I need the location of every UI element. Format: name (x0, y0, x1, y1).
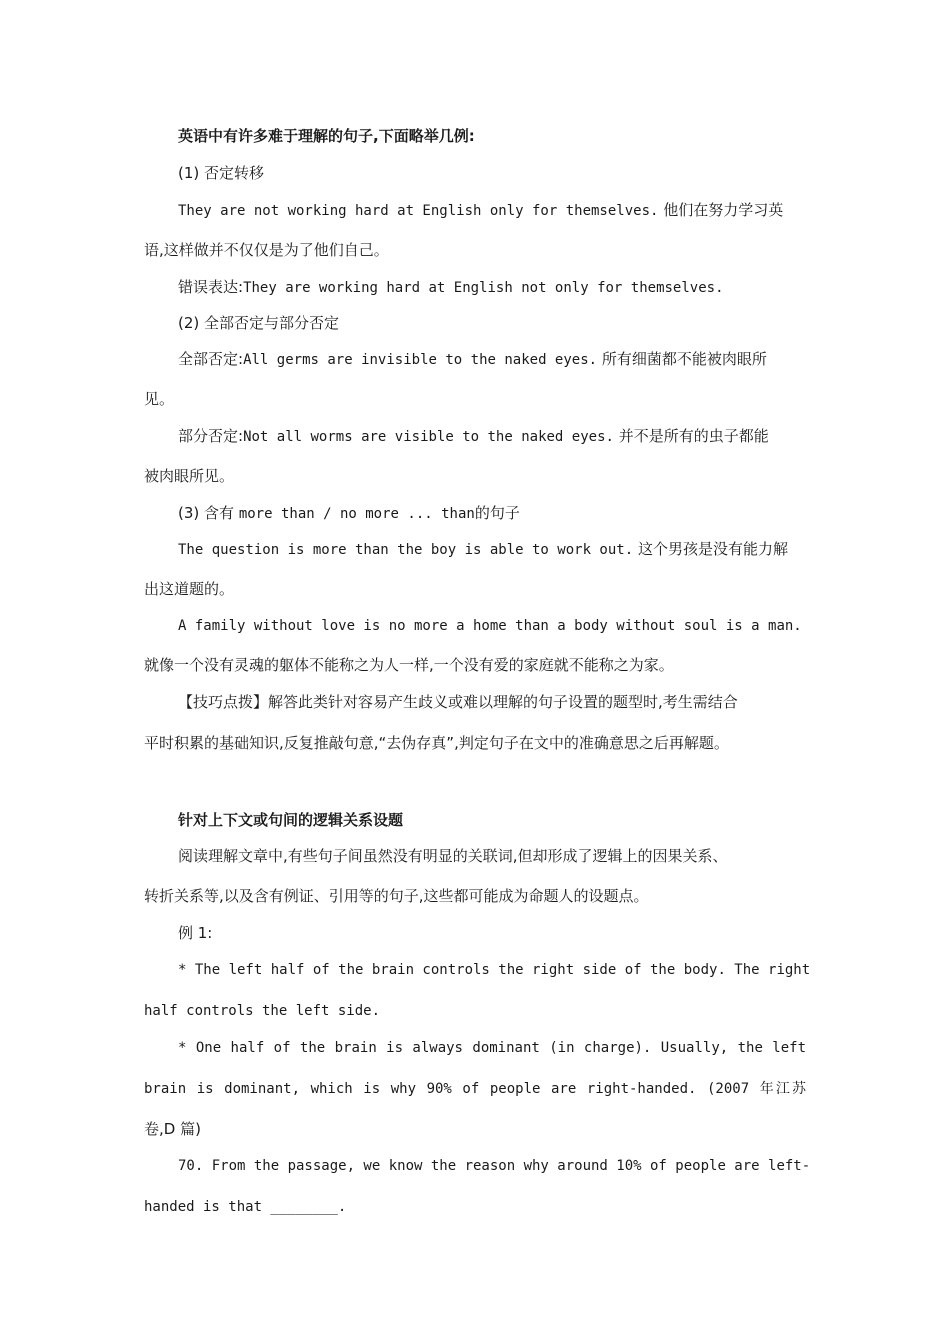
tip-line2: 平时积累的基础知识,反复推敲句意,“去伪存真”,判定句子在文中的准确意思之后再解题。 (144, 734, 729, 752)
item1-wrong-english: They are working hard at English not only for themselves. (243, 280, 724, 296)
item3-example1-chinese-part1: 这个男孩是没有能力解 (637, 540, 788, 558)
example-sentence2-line1: * One half of the brain is always dominant (in charge). Usually, the left (178, 1040, 806, 1056)
item1-title: (1) 否定转移 (178, 164, 265, 182)
item1-example-english: They are not working hard at English only for themselves. (178, 203, 659, 219)
logic-paragraph-line2: 转折关系等,以及含有例证、引用等的句子,这些都可能成为命题人的设题点。 (144, 887, 649, 905)
item2-partial-chinese-part1: 并不是所有的虫子都能 (618, 427, 769, 445)
item1-example-chinese-part1: 他们在努力学习英 (663, 201, 784, 219)
item2-full-label: 全部否定: (178, 350, 244, 368)
example-sentence2-line3: 卷,D 篇) (144, 1120, 201, 1138)
item2-full-chinese-part1: 所有细菌都不能被肉眼所 (601, 350, 767, 368)
example-label: 例 1: (178, 924, 213, 942)
item1-wrong-label: 错误表达: (178, 278, 244, 296)
item3-title-suffix: 的句子 (474, 504, 520, 522)
item2-partial-line (178, 426, 769, 447)
item3-title-prefix: (3) 含有 (178, 504, 235, 522)
item3-example2-chinese: 就像一个没有灵魂的躯体不能称之为人一样,一个没有爱的家庭就不能称之为家。 (144, 656, 674, 674)
example-sentence2-line2: brain is dominant, which is why 90% of people are right-handed. (2007 年江苏 (144, 1081, 806, 1097)
example-sentence1-line2: half controls the left side. (144, 1003, 381, 1019)
item3-example1-english: The question is more than the boy is able to work out. (178, 542, 634, 558)
section-heading-logic: 针对上下文或句间的逻辑关系设题 (178, 811, 404, 829)
example-sentence1-line1: * The left half of the brain controls the right side of the body. The right (178, 962, 811, 978)
item2-partial-english: Not all worms are visible to the naked eyes. (243, 429, 614, 445)
tip-line1: 【技巧点拨】解答此类针对容易产生歧义或难以理解的句子设置的题型时,考生需结合 (178, 693, 738, 711)
logic-paragraph-line1: 阅读理解文章中,有些句子间虽然没有明显的关联词,但却形成了逻辑上的因果关系、 (178, 847, 728, 865)
item3-example1-line (178, 539, 788, 560)
item1-wrong-line (178, 277, 724, 298)
item2-full-chinese-part2: 见。 (144, 390, 175, 408)
item3-title-english: more than / no more ... than (238, 506, 475, 522)
item1-example-chinese-part2: 语,这样做并不仅仅是为了他们自己。 (144, 241, 389, 259)
section-heading-difficult-sentences: 英语中有许多难于理解的句子,下面略举几例: (178, 127, 475, 145)
question70-line1: 70. From the passage, we know the reason why around 10% of people are left- (178, 1158, 811, 1174)
item2-partial-chinese-part2: 被肉眼所见。 (144, 467, 235, 485)
item3-example1-chinese-part2: 出这道题的。 (144, 580, 235, 598)
question70-line2: handed is that ________. (144, 1199, 347, 1215)
item2-partial-label: 部分否定: (178, 427, 244, 445)
item3-title (178, 503, 520, 524)
item1-example-line (178, 200, 783, 221)
item2-title: (2) 全部否定与部分否定 (178, 314, 340, 332)
item3-example2-english: A family without love is no more a home than a body without soul is a man. (178, 618, 802, 634)
item2-full-line (178, 349, 767, 370)
item2-full-english: All germs are invisible to the naked eyes. (243, 352, 598, 368)
